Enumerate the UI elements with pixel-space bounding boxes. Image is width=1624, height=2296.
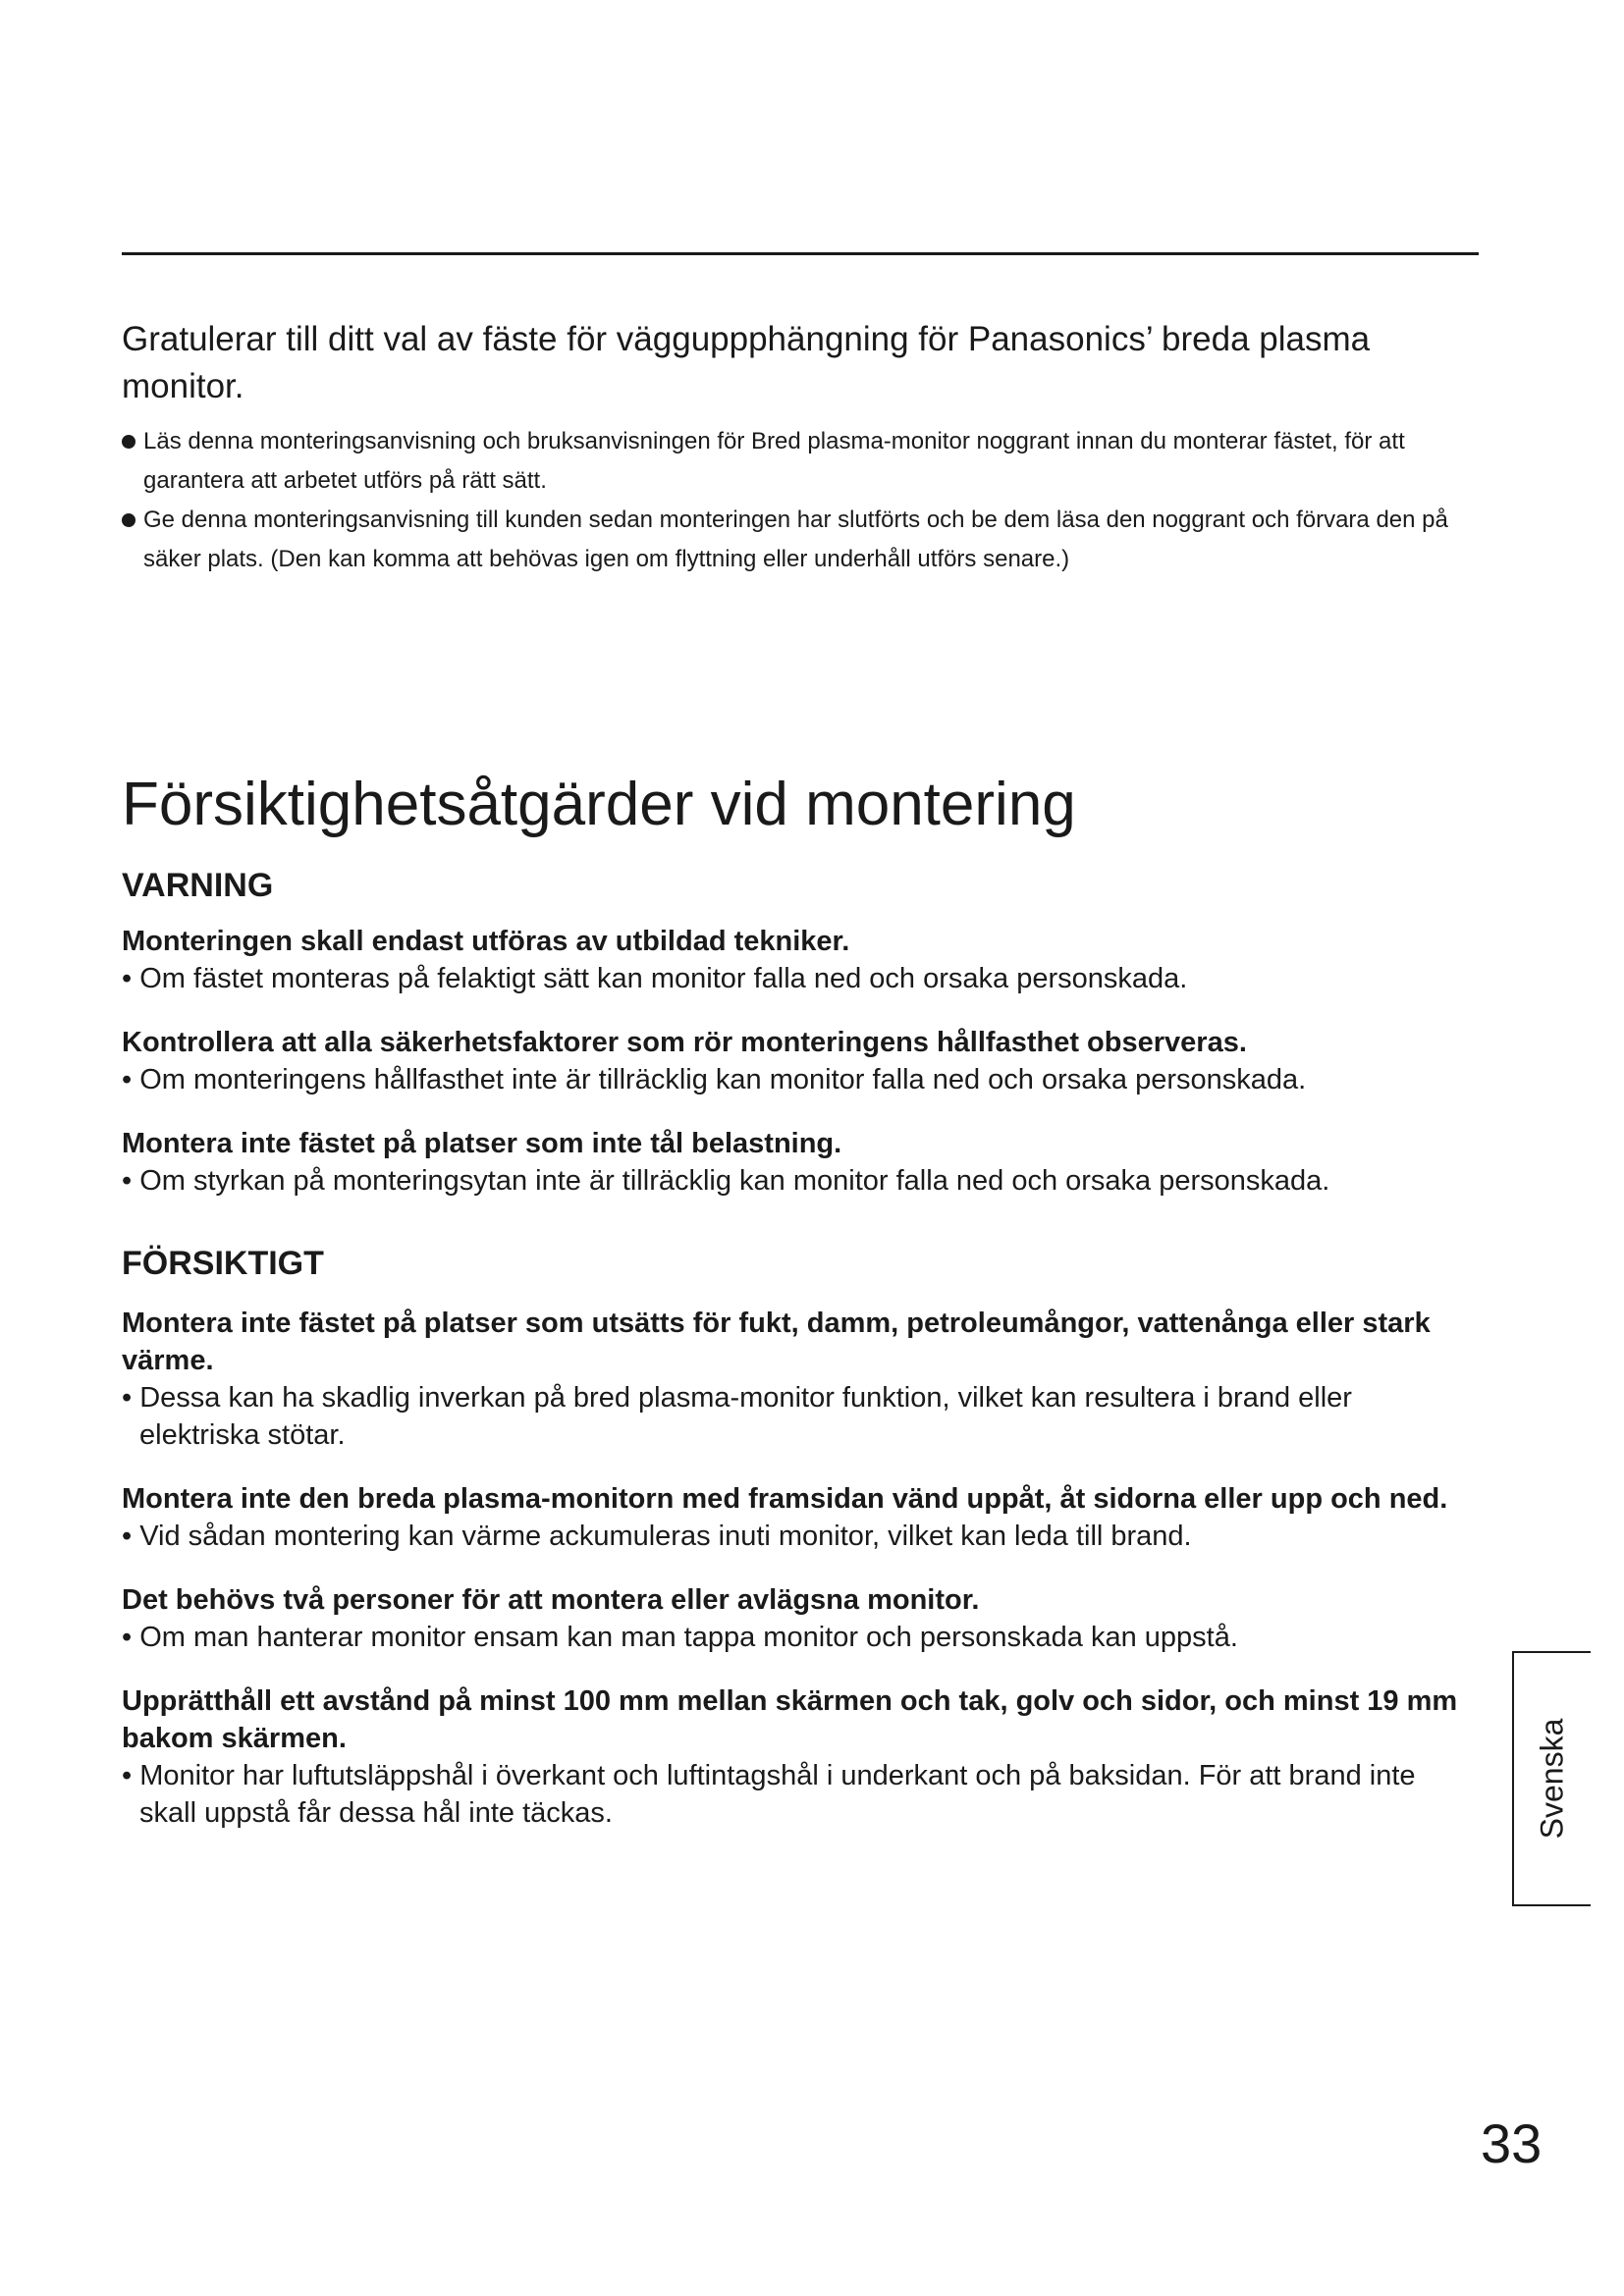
warning-item — [122, 1125, 1477, 1200]
page-number: 33 — [1481, 2112, 1543, 2174]
caution-item — [122, 1480, 1477, 1555]
language-tab-label: Svenska — [1534, 1718, 1570, 1840]
caution-item-title: Det behövs två personer för att montera eller avlägsna monitor. — [122, 1584, 980, 1616]
warning-item-text: • Om monteringens hållfasthet inte är tillräcklig kan monitor falla ned och orsaka personskada. — [122, 1064, 1307, 1095]
warning-item-text: • Om fästet monteras på felaktigt sätt kan monitor falla ned och orsaka personskada. — [122, 963, 1188, 994]
warning-item-title: Kontrollera att alla säkerhetsfaktorer som rör monteringens hållfasthet observeras. — [122, 1027, 1247, 1058]
caution-item — [122, 1581, 1477, 1656]
warning-item — [122, 923, 1477, 997]
caution-item — [122, 1682, 1477, 1832]
caution-item-text: • Om man hanterar monitor ensam kan man tappa monitor och personskada kan uppstå. — [122, 1622, 1238, 1653]
warning-item-text: • Om styrkan på monteringsytan inte är tillräcklig kan monitor falla ned och orsaka personskada. — [122, 1165, 1330, 1197]
warning-item-title: Monteringen skall endast utföras av utbildad tekniker. — [122, 926, 850, 957]
caution-title: FÖRSIKTIGT — [122, 1245, 324, 1282]
intro-text: Gratulerar till ditt val av fäste för vägguppphängning för Panasonics’ breda plasma monitor. — [122, 320, 1371, 405]
caution-item-title: Montera inte fästet på platser som utsätts för fukt, damm, petroleumångor, vattenånga eller stark värme. — [122, 1308, 1431, 1376]
warning-section — [122, 864, 1477, 1200]
language-tab — [1512, 1651, 1591, 1906]
intro-bullet: Ge denna monteringsanvisning till kunden sedan monteringen har slutförts och be dem läsa den noggrant och förvara den på säker plats. (Den kan komma att behövas igen om flyttning eller underhåll utförs senare.) — [122, 501, 1496, 579]
caution-item-text: • Dessa kan ha skadlig inverkan på bred plasma-monitor funktion, vilket kan resultera i brand eller elektriska stötar. — [122, 1382, 1352, 1451]
warning-item — [122, 1024, 1477, 1098]
intro-bullet: Läs denna monteringsanvisning och bruksanvisningen för Bred plasma-monitor noggrant innan du monterar fästet, för att garantera att arbetet utförs på rätt sätt. — [122, 422, 1496, 501]
caution-item — [122, 1305, 1477, 1454]
top-rule — [122, 252, 1479, 255]
caution-item-title: Montera inte den breda plasma-monitorn med framsidan vänd uppåt, åt sidorna eller upp och ned. — [122, 1483, 1448, 1515]
caution-item-text: • Monitor har luftutsläppshål i överkant och luftintagshål i underkant och på baksidan. För att brand inte skall uppstå får dessa hål inte täckas. — [122, 1760, 1416, 1829]
warning-item-title: Montera inte fästet på platser som inte tål belastning. — [122, 1128, 842, 1159]
caution-item-title: Upprätthåll ett avstånd på minst 100 mm mellan skärmen och tak, golv och sidor, och minst 19 mm bakom skärmen. — [122, 1685, 1458, 1754]
caution-section — [122, 1242, 1477, 1832]
caution-item-text: • Vid sådan montering kan värme ackumuleras inuti monitor, vilket kan leda till brand. — [122, 1521, 1192, 1552]
page-title: Försiktighetsåtgärder vid montering — [122, 771, 1076, 838]
intro-bullets — [122, 422, 1496, 579]
warning-title: VARNING — [122, 867, 274, 904]
